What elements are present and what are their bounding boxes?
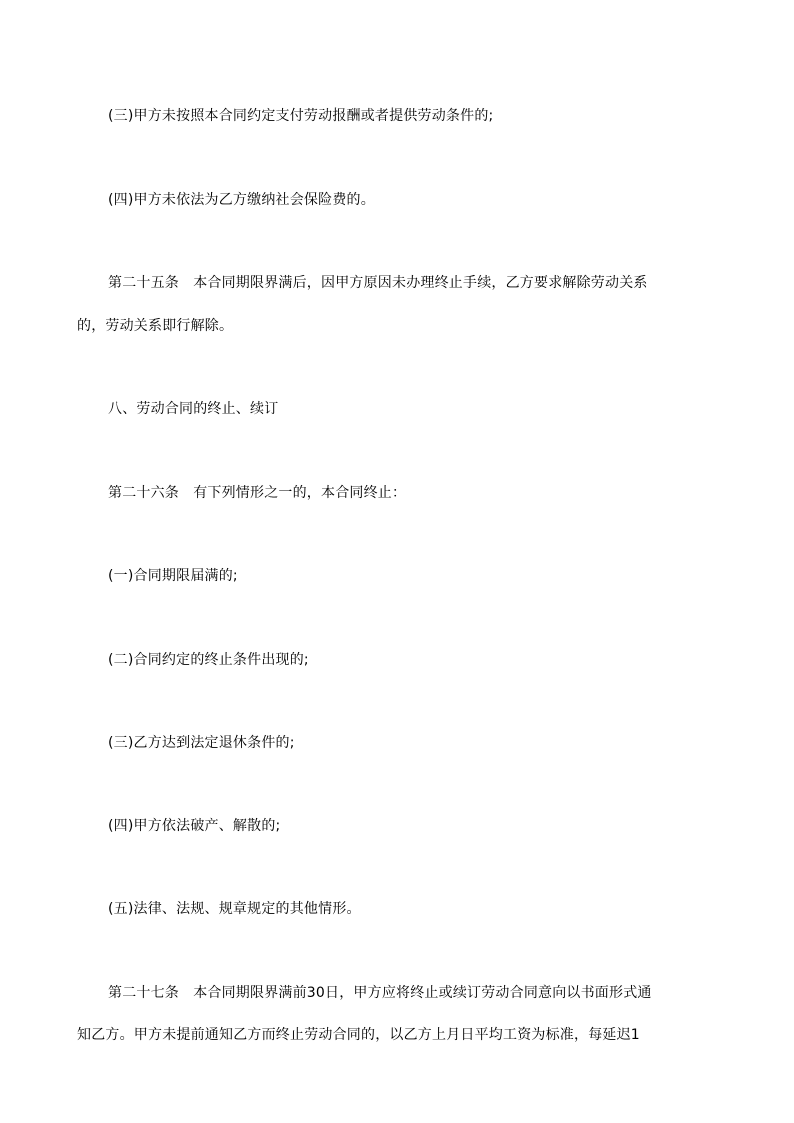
article-25-line-2: 的，劳动关系即行解除。 (77, 318, 234, 334)
article-27-line-1: 第二十七条 本合同期限界满前30日，甲方应将终止或续订劳动合同意向以书面形式通 (108, 985, 652, 1001)
article-26-item-3: (三)乙方达到法定退休条件的; (108, 735, 295, 751)
article-26-item-4: (四)甲方依法破产、解散的; (108, 818, 281, 834)
clause-item-4-social-insurance: (四)甲方未依法为乙方缴纳社会保险费的。 (108, 192, 375, 208)
clause-item-3-unpaid-remuneration: (三)甲方未按照本合同约定支付劳动报酬或者提供劳动条件的; (108, 108, 494, 124)
article-26-item-1: (一)合同期限届满的; (108, 568, 238, 584)
article-27-line-2: 知乙方。甲方未提前通知乙方而终止劳动合同的，以乙方上月日平均工资为标准，每延迟1 (77, 1027, 640, 1043)
article-26-item-2: (二)合同约定的终止条件出现的; (108, 652, 309, 668)
article-25-line-1: 第二十五条 本合同期限界满后，因甲方原因未办理终止手续，乙方要求解除劳动关系 (108, 275, 648, 291)
section-heading-termination-renewal: 八、劳动合同的终止、续订 (108, 401, 279, 417)
article-26-item-5: (五)法律、法规、规章规定的其他情形。 (108, 901, 361, 917)
article-26-intro: 第二十六条 有下列情形之一的，本合同终止： (108, 485, 407, 501)
